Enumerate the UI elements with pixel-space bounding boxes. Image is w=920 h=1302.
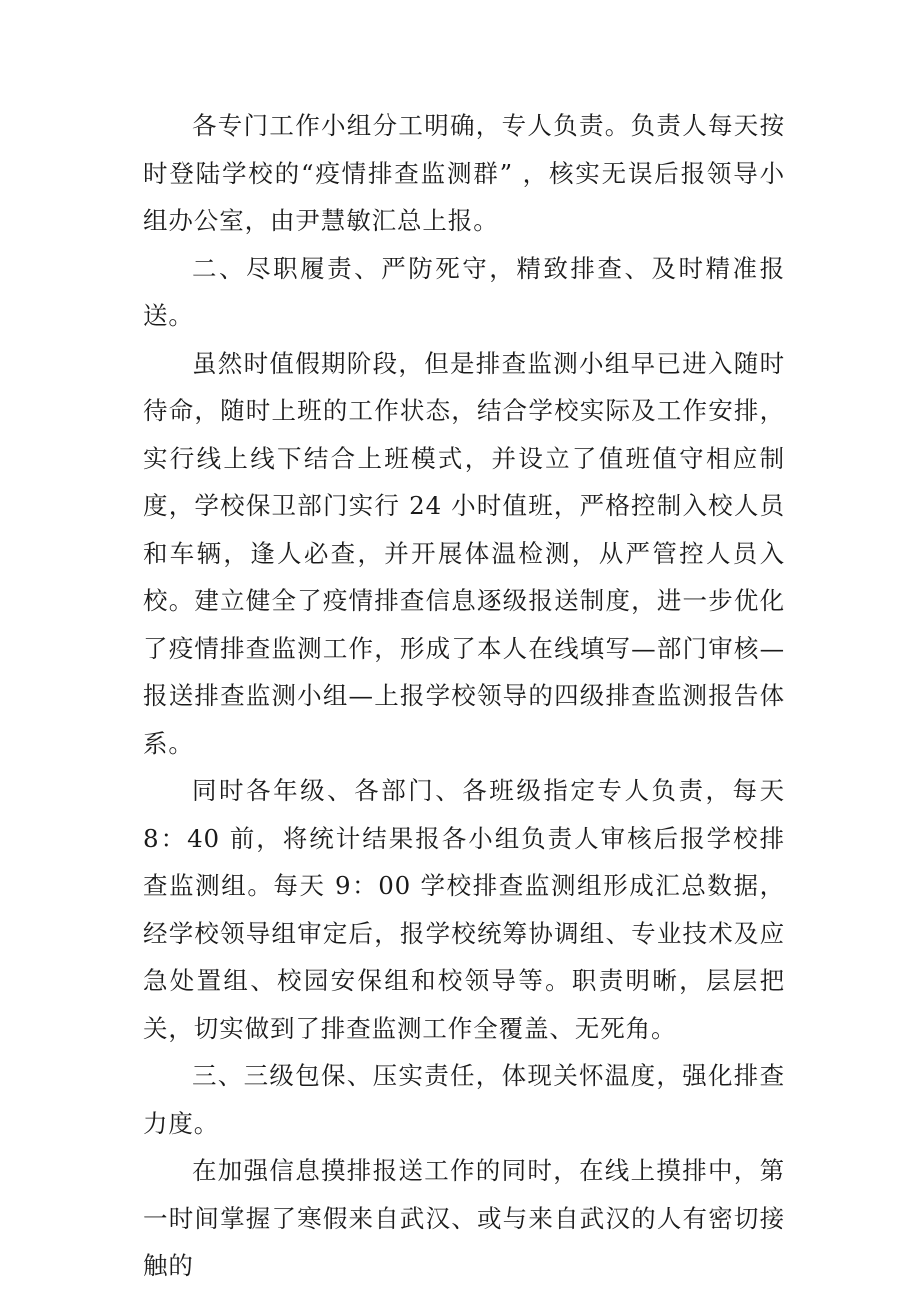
paragraph-work-groups: 各专门工作小组分工明确，专人负责。负责人每天按时登陆学校的“疫情排查监测群” ，核实无误后报领导小组办公室，由尹慧敏汇总上报。 [143,111,785,235]
paragraph-duty-system: 虽然时值假期阶段，但是排查监测小组早已进入随时待命，随时上班的工作状态，结合学校实际及工作安排，实行线上线下结合上班模式，并设立了值班值守相应制度，学校保卫部门实行 24 小时值班，严格控制入校人员和车辆，逢人必查，并开展体温检测，从严管控人员入校。建立健全了疫情排查信息逐级报送制度，进一步优化了疫情排查监测工作，形成了本人在线填写—部门审核—报送排查监测小组—上报学校领导的四级排查监测报告体系。 [143,348,785,758]
paragraph-daily-reporting: 同时各年级、各部门、各班级指定专人负责，每天 8：40 前，将统计结果报各小组负责人审核后报学校排查监测组。每天 9：00 学校排查监测组形成汇总数据，经学校领导组审定后，报学校统筹协调组、专业技术及应急处置组、校园安保组和校领导等。职责明晰，层层把关，切实做到了排查监测工作全覆盖、无死角。 [143,776,785,1043]
paragraph-information-screening: 在加强信息摸排报送工作的同时，在线上摸排中，第一时间掌握了寒假来自武汉、或与来自武汉的人有密切接触的 [143,1156,785,1280]
document-body [143,102,785,1290]
heading-section-three: 三、三级包保、压实责任，体现关怀温度，强化排查力度。 [143,1061,785,1138]
heading-section-two: 二、尽职履责、严防死守，精致排查、及时精准报送。 [143,253,785,330]
